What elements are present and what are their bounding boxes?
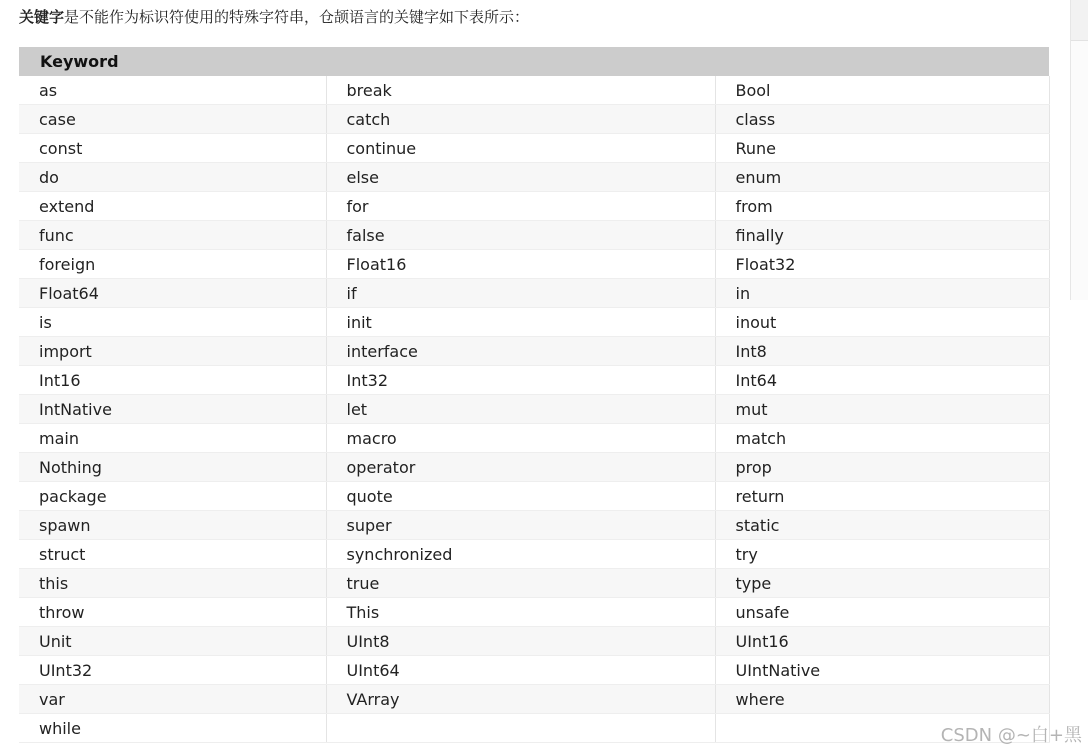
- keyword-cell: while: [19, 714, 326, 743]
- keyword-cell: class: [715, 105, 1049, 134]
- keyword-cell: unsafe: [715, 598, 1049, 627]
- keyword-cell: inout: [715, 308, 1049, 337]
- table-row: [19, 366, 1049, 395]
- keyword-cell: static: [715, 511, 1049, 540]
- keyword-cell: where: [715, 685, 1049, 714]
- keyword-cell: for: [326, 192, 715, 221]
- keyword-cell: prop: [715, 453, 1049, 482]
- keyword-cell: Float32: [715, 250, 1049, 279]
- keyword-cell: case: [19, 105, 326, 134]
- watermark: CSDN @~白+黑: [940, 725, 1082, 746]
- keyword-cell: from: [715, 192, 1049, 221]
- keyword-cell: const: [19, 134, 326, 163]
- table-row: [19, 511, 1049, 540]
- keyword-cell: try: [715, 540, 1049, 569]
- table-row: [19, 221, 1049, 250]
- keyword-cell: UInt16: [715, 627, 1049, 656]
- keyword-cell: Int16: [19, 366, 326, 395]
- keyword-cell: UInt32: [19, 656, 326, 685]
- keyword-table: [19, 47, 1050, 743]
- keyword-cell: var: [19, 685, 326, 714]
- keyword-cell: init: [326, 308, 715, 337]
- keyword-cell: is: [19, 308, 326, 337]
- table-row: [19, 453, 1049, 482]
- keyword-cell: if: [326, 279, 715, 308]
- keyword-cell: package: [19, 482, 326, 511]
- table-row: [19, 105, 1049, 134]
- keyword-cell: true: [326, 569, 715, 598]
- table-row: [19, 482, 1049, 511]
- keyword-cell: UIntNative: [715, 656, 1049, 685]
- keyword-cell: UInt8: [326, 627, 715, 656]
- table-row: [19, 656, 1049, 685]
- table-row: [19, 685, 1049, 714]
- keyword-cell: func: [19, 221, 326, 250]
- keyword-cell: synchronized: [326, 540, 715, 569]
- keyword-cell: mut: [715, 395, 1049, 424]
- keyword-cell: break: [326, 76, 715, 105]
- table-row: [19, 424, 1049, 453]
- table-row: [19, 714, 1049, 743]
- table-row: [19, 250, 1049, 279]
- table-row: [19, 163, 1049, 192]
- intro-paragraph: [19, 7, 529, 27]
- keyword-cell: foreign: [19, 250, 326, 279]
- keyword-cell: quote: [326, 482, 715, 511]
- keyword-cell: type: [715, 569, 1049, 598]
- keyword-cell: VArray: [326, 685, 715, 714]
- keyword-cell: This: [326, 598, 715, 627]
- keyword-cell: Unit: [19, 627, 326, 656]
- intro-text: 是不能作为标识符使用的特殊字符串，仓颉语言的关键字如下表所示：: [64, 8, 530, 26]
- table-row: [19, 569, 1049, 598]
- keyword-cell: this: [19, 569, 326, 598]
- right-side-panel-edge: [1070, 0, 1088, 300]
- table-row: [19, 598, 1049, 627]
- keyword-cell: extend: [19, 192, 326, 221]
- table-body: [19, 76, 1049, 743]
- keyword-cell: as: [19, 76, 326, 105]
- keyword-cell: let: [326, 395, 715, 424]
- keyword-cell: match: [715, 424, 1049, 453]
- table-row: [19, 395, 1049, 424]
- keyword-cell: interface: [326, 337, 715, 366]
- keyword-cell: catch: [326, 105, 715, 134]
- table-header-row: [19, 47, 1049, 76]
- table-row: [19, 134, 1049, 163]
- keyword-cell: macro: [326, 424, 715, 453]
- keyword-cell: struct: [19, 540, 326, 569]
- keyword-cell: operator: [326, 453, 715, 482]
- keyword-cell: super: [326, 511, 715, 540]
- keyword-cell: Float16: [326, 250, 715, 279]
- keyword-cell: enum: [715, 163, 1049, 192]
- table-row: [19, 76, 1049, 105]
- table-row: [19, 192, 1049, 221]
- keyword-cell: in: [715, 279, 1049, 308]
- keyword-cell: UInt64: [326, 656, 715, 685]
- keyword-cell: IntNative: [19, 395, 326, 424]
- table-row: [19, 337, 1049, 366]
- keyword-cell: Bool: [715, 76, 1049, 105]
- keyword-cell: main: [19, 424, 326, 453]
- keyword-cell: false: [326, 221, 715, 250]
- keyword-cell: Int32: [326, 366, 715, 395]
- table-row: [19, 627, 1049, 656]
- keyword-cell: Int64: [715, 366, 1049, 395]
- keyword-cell: return: [715, 482, 1049, 511]
- keyword-cell: do: [19, 163, 326, 192]
- keyword-cell: import: [19, 337, 326, 366]
- table-row: [19, 540, 1049, 569]
- keyword-cell: [326, 714, 715, 743]
- keyword-cell: Float64: [19, 279, 326, 308]
- keyword-cell: else: [326, 163, 715, 192]
- table-row: [19, 279, 1049, 308]
- table-row: [19, 308, 1049, 337]
- intro-bold-term: 关键字: [19, 8, 65, 26]
- side-tab: [1071, 0, 1088, 41]
- keyword-cell: Nothing: [19, 453, 326, 482]
- keyword-cell: Int8: [715, 337, 1049, 366]
- keyword-cell: throw: [19, 598, 326, 627]
- keyword-cell: continue: [326, 134, 715, 163]
- table-header-keyword: Keyword: [19, 47, 1049, 76]
- keyword-cell: finally: [715, 221, 1049, 250]
- keyword-cell: spawn: [19, 511, 326, 540]
- keyword-cell: Rune: [715, 134, 1049, 163]
